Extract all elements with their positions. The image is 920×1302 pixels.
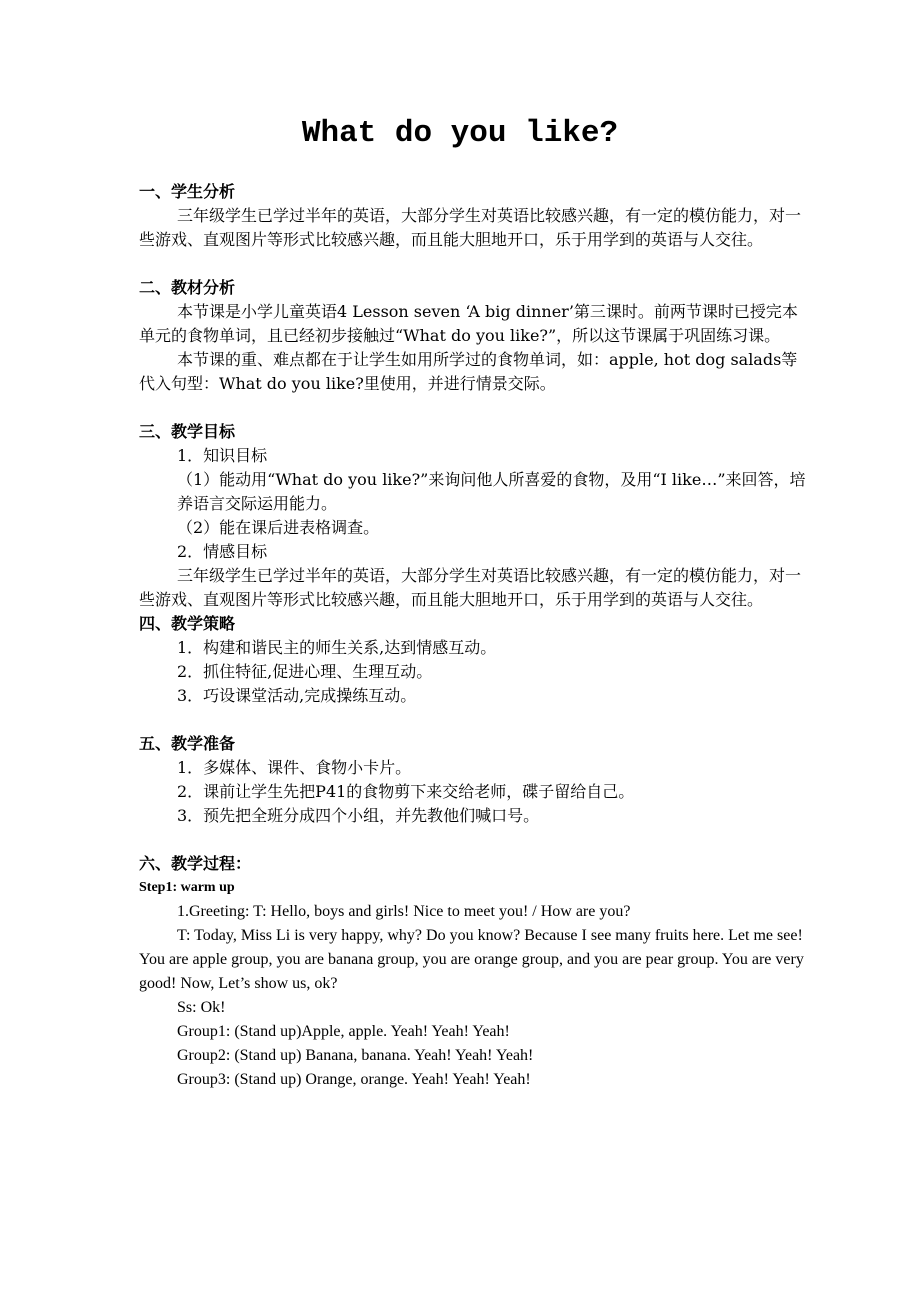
step-heading: Step1: warm up <box>139 880 235 895</box>
list-item: 2．情感目标 <box>177 542 268 561</box>
list-item: 3．预先把全班分成四个小组，并先教他们喊口号。 <box>177 806 540 825</box>
paragraph: 三年级学生已学过半年的英语，大部分学生对英语比较感兴趣，有一定的模仿能力，对一些游戏、直观图片等形式比较感兴趣，而且能大胆地开口，乐于用学到的英语与人交往。 <box>139 566 802 609</box>
list-item: 3．巧设课堂活动,完成操练互动。 <box>177 686 417 705</box>
list-item: （2）能在课后进表格调查。 <box>177 518 380 537</box>
section-heading-teaching-goals: 三、教学目标 <box>139 422 236 441</box>
list-item: 1．知识目标 <box>177 446 268 465</box>
dialogue-line: Group1: (Stand up)Apple, apple. Yeah! Yeah! Yeah! <box>177 1023 510 1040</box>
list-item: 1．构建和谐民主的师生关系,达到情感互动。 <box>177 638 497 657</box>
list-item: （1）能动用“What do you like?”来询问他人所喜爱的食物，及用“I like…”来回答，培养语言交际运用能力。 <box>177 470 806 513</box>
section-heading-student-analysis: 一、学生分析 <box>139 182 236 201</box>
document-body <box>139 180 811 1092</box>
paragraph: 本节课是小学儿童英语4 Lesson seven ‘A big dinner’第三课时。前两节课时已授完本单元的食物单词，且已经初步接触过“What do you like?”，所以这节课属于巩固练习课。 <box>139 302 798 345</box>
dialogue-line: Group2: (Stand up) Banana, banana. Yeah! Yeah! Yeah! <box>177 1047 534 1064</box>
paragraph: 三年级学生已学过半年的英语，大部分学生对英语比较感兴趣，有一定的模仿能力，对一些游戏、直观图片等形式比较感兴趣，而且能大胆地开口，乐于用学到的英语与人交往。 <box>139 206 802 249</box>
paragraph: 本节课的重、难点都在于让学生如用所学过的食物单词，如：apple, hot dog salads等代入句型：What do you like?里使用，并进行情景交际。 <box>139 350 798 393</box>
section-heading-teaching-preparation: 五、教学准备 <box>139 734 236 753</box>
dialogue-line: Group3: (Stand up) Orange, orange. Yeah! Yeah! Yeah! <box>177 1071 531 1088</box>
dialogue-line: Ss: Ok! <box>177 999 226 1016</box>
document-title: What do you like? <box>301 116 619 151</box>
dialogue-line: 1.Greeting: T: Hello, boys and girls! Nice to meet you! / How are you? <box>177 903 631 920</box>
list-item: 2．课前让学生先把P41的食物剪下来交给老师，碟子留给自己。 <box>177 782 635 801</box>
dialogue-line: T: Today, Miss Li is very happy, why? Do you know? Because I see many fruits here. Let me see! You are apple group, you are banana group, you are orange group, and you are pear group. You are very good! Now, Let’s show us, ok? <box>139 927 804 992</box>
section-heading-material-analysis: 二、教材分析 <box>139 278 236 297</box>
list-item: 2．抓住特征,促进心理、生理互动。 <box>177 662 433 681</box>
section-heading-teaching-process: 六、教学过程： <box>139 854 252 873</box>
section-heading-teaching-strategy: 四、教学策略 <box>139 614 236 633</box>
list-item: 1．多媒体、课件、食物小卡片。 <box>177 758 412 777</box>
